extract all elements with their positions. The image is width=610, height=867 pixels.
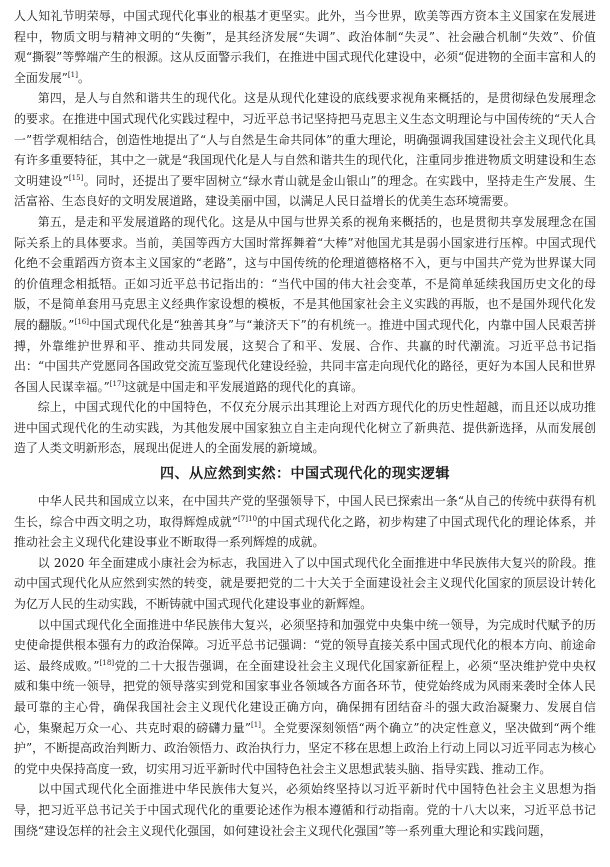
paragraph-founding: 中华人民共和国成立以来，在中国共产党的坚强领导下，中国人民已探索出一条“从自己的传统中获得有机生长，综合中西文明之功，取得辉煌成就”$^{[7]10}$的中国式现代化之路，初步构建了中国式现代化的理论体系，并推动社会主义现代化建设事业不断取得一系列辉煌的成就。 <box>14 494 597 550</box>
paragraph-harmony-with-nature: 第四，是人与自然和谐共生的现代化。这是从现代化建设的底线要求视角来概括的，是贯彻绿色发展理念的要求。在推进中国式现代化实践过程中，习近平总书记坚持把马克思主义生态文明理论与中国传统的“天人合一”哲学观相结合，创造性地提出了“人与自然是生命共同体”的重大理论，明确强调我国建设社会主义现代化具有许多重要特征，其中之一就是“我国现代化是人与自然和谐共生的现代化，注重同步推进物质文明建设和生态文明建设”[15]。同时，还提出了要牢固树立“绿水青山就是金山银山”的理念。在实践中，坚持走生产发展、生活富裕、生态良好的文明发展道路，建设美丽中国，以满足人民日益增长的优美生态环境需要。 <box>14 91 597 209</box>
citation-ref: [7]10 <box>238 514 258 523</box>
section-heading: 四、从应然到实然：中国式现代化的现实逻辑 <box>160 466 450 483</box>
citation-ref: [17] <box>109 379 125 388</box>
paragraph-lead: 第五，是走和平发展道路的现代化。 <box>37 214 233 229</box>
paragraph-peaceful-development: 第五，是走和平发展道路的现代化。这是从中国与世界关系的视角来概括的，也是贯彻共享发展理念在国际关系上的具体要求。当前，美国等西方大国时常挥舞着“大棒”对他国尤其是弱小国家进行压榨。中国式现代化绝不会重蹈西方资本主义国家的“老路”，这与中国传统的伦理道德格格不入，更与中国共产党为世界谋大同的价值理念相抵牾。正如习近平总书记指出的：“当代中国的伟大社会变革，不是简单延续我国历史文化的母版，不是简单套用马克思主义经典作家设想的模板，不是其他国家社会主义实践的再版，也不是国外现代化发展的翻版。”[16]中国式现代化是“独善其身”与“兼济天下”的有机统一。推进中国式现代化，内靠中国人民艰苦拼搏，外靠维护世界和平、推动共同发展，这契合了和平、发展、合作、共赢的时代潮流。习近平总书记指出：“中国共产党愿同各国政党交流互鉴现代化建设经验，共同丰富走向现代化的路径，更好为本国人民和世界各国人民谋幸福。”[17]这就是中国走和平发展道路的现代化的真谛。 <box>14 214 596 394</box>
paragraph-continuation: 人人知礼节明荣辱，中国式现代化事业的根基才更坚实。此外，当今世界，欧美等西方资本主义国家在发展进程中，物质文明与精神文明的“失衡”，是其经济发展“失调”、政治体制“失灵”、社会融合机制“失效”、价值观“撕裂”等弊端产生的根源。这从反面警示我们，在推进中国式现代化建设中，必须“促进物的全面丰富和人的全面发展”[1]。 <box>14 9 596 85</box>
paragraph-party-leadership: 以中国式现代化全面推进中华民族伟大复兴，必须坚持和加强党中央集中统一领导，为完成时代赋予的历史使命提供根本强有力的政治保障。习近平总书记强调：“党的领导直接关系中国式现代化的根本方向、前途命运、最终成败。”[18]党的二十大报告强调，在全面建设社会主义现代化国家新征程上，必须“坚决维护党中央权威和集中统一领导，把党的领导落实到党和国家事业各领域各方面各环节，使党始终成为风雨来袭时全体人民最可靠的主心骨，确保我国社会主义现代化建设正确方向，确保拥有团结奋斗的强大政治凝聚力、发展自信心，集聚起万众一心、共克时艰的磅礴力量”[1]。全党要深刻领悟“两个确立”的决定性意义，坚决做到“两个维护”，不断提高政治判断力、政治领悟力、政治执行力，坚定不移在思想上政治上行动上同以习近平同志为核心的党中央保持高度一致，切实用习近平新时代中国特色社会主义思想武装头脑、指导实践、推动工作。 <box>14 617 596 776</box>
paragraph-guiding-thought: 以中国式现代化全面推进中华民族伟大复兴，必须始终坚持以习近平新时代中国特色社会主义思想为指导，把习近平总书记关于中国式现代化的重要论述作为根本遵循和行动指南。党的十八大以来，习近平总书记围绕“建设怎样的社会主义现代化强国，如何建设社会主义现代化强国”等一系列重大理论和实践问题， <box>14 782 596 838</box>
paragraph-lead: 第四，是人与自然和谐共生的现代化。 <box>37 91 245 106</box>
paragraph-summary: 综上，中国式现代化的中国特色，不仅充分展示出其理论上对西方现代化的历史性超越，而且还以成功推进中国式现代化的生动实践，为其他发展中国家独立自主走向现代化树立了新典范、提供新选择，从而发展创造了人类文明新形态，展现出促进人的全面发展的新境域。 <box>14 400 596 456</box>
citation-ref: [18] <box>99 658 115 667</box>
citation-ref: [15] <box>68 173 84 182</box>
citation-ref: [1] <box>250 720 262 729</box>
citation-ref: [1] <box>67 70 78 79</box>
paragraph-2020-milestone: 以 2020 年全面建成小康社会为标志，我国进入了以中国式现代化全面推进中华民族伟大复兴的阶段。推动中国式现代化从应然到实然的转变，就是要把党的二十大关于全面建设社会主义现代化国家的顶层设计转化为亿万人民的生动实践，不断铸就中国式现代化建设事业的新辉煌。 <box>14 555 596 612</box>
citation-ref: [16] <box>74 317 90 326</box>
